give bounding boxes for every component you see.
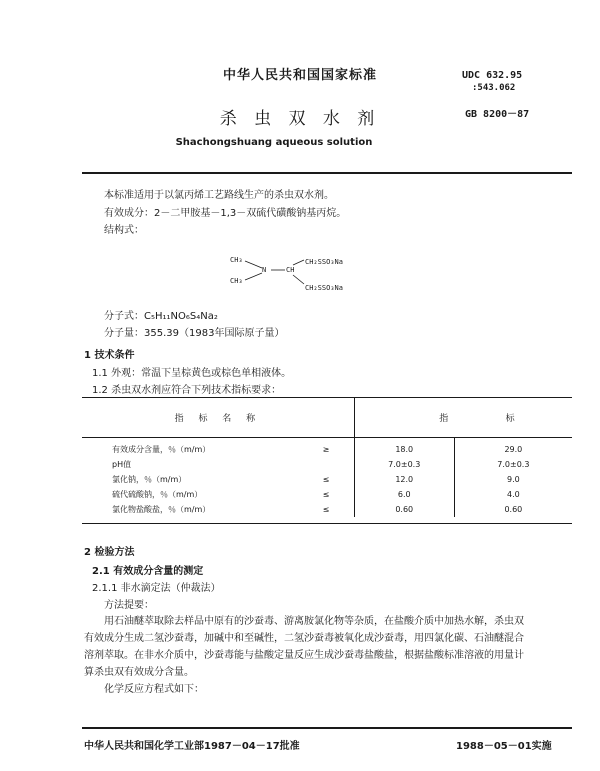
table-row bbox=[82, 457, 572, 472]
gb-number: GB 8200－87 bbox=[465, 109, 530, 120]
footer-divider bbox=[82, 727, 572, 729]
section-1-2: 1.2 杀虫双水剂应符合下列技术指标要求： bbox=[92, 385, 282, 396]
row-value-2: 29.0 bbox=[454, 438, 572, 458]
approval-date: 中华人民共和国化学工业部1987－04－17批准 bbox=[84, 741, 300, 752]
row-value-1: 6.0 bbox=[354, 487, 454, 502]
thiosulfonate-group-bottom: CH₂SSO₃Na bbox=[305, 284, 343, 292]
row-value-2: 7.0±0.3 bbox=[454, 457, 572, 472]
section-2-heading: 2 检验方法 bbox=[84, 547, 135, 558]
method-paragraph-line: 有效成分生成二氢沙蚕毒，加碱中和至碱性，二氢沙蚕毒被氧化成沙蚕毒，用四氯化碳、石油醚混合 bbox=[84, 633, 524, 644]
bond-lines bbox=[225, 252, 320, 297]
active-ingredient-text: 有效成分：2－二甲胺基－1,3－双硫代磺酸钠基丙烷。 bbox=[104, 208, 347, 219]
method-paragraph-line: 用石油醚萃取除去样品中原有的沙蚕毒、游离胺氯化物等杂质，在盐酸介质中加热水解，杀虫双 bbox=[104, 616, 524, 627]
row-value-1: 0.60 bbox=[354, 502, 454, 517]
national-standard-title: 中华人民共和国国家标准 bbox=[222, 68, 377, 83]
header-index-a: 指 bbox=[354, 397, 454, 438]
methyl-top: CH₃ bbox=[230, 256, 243, 264]
scope-text: 本标准适用于以氯丙烯工艺路线生产的杀虫双水剂。 bbox=[104, 190, 334, 201]
nitrogen-atom: N bbox=[262, 266, 267, 274]
row-sign: ≥ bbox=[322, 445, 330, 454]
table-row bbox=[82, 472, 572, 487]
row-name: 硫代硫酸钠，％（m/m） bbox=[112, 490, 203, 499]
row-name: pH值 bbox=[112, 460, 132, 469]
row-value-1: 7.0±0.3 bbox=[354, 457, 454, 472]
table-row bbox=[82, 438, 572, 458]
row-name: 有效成分含量，％（m/m） bbox=[112, 445, 211, 454]
methyl-bottom: CH₃ bbox=[230, 277, 243, 285]
table-row bbox=[82, 487, 572, 502]
table-header-row bbox=[82, 397, 572, 438]
ch-group: CH bbox=[286, 266, 295, 274]
row-sign: ≤ bbox=[322, 490, 330, 499]
molecular-formula: 分子式：C₅H₁₁NO₆S₄Na₂ bbox=[104, 311, 218, 322]
row-name: 氯化物盐酸盐，％（m/m） bbox=[112, 505, 211, 514]
header-index-b: 标 bbox=[454, 397, 572, 438]
row-value-1: 18.0 bbox=[354, 438, 454, 458]
row-name: 氯化钠，％（m/m） bbox=[112, 475, 187, 484]
spec-table bbox=[82, 397, 572, 517]
thiosulfonate-group-top: CH₂SSO₃Na bbox=[305, 258, 343, 266]
section-2-1-1: 2.1.1 非水滴定法（仲裁法） bbox=[92, 583, 221, 594]
row-value-1: 12.0 bbox=[354, 472, 454, 487]
section-1-heading: 1 技术条件 bbox=[84, 350, 135, 361]
udc-code: UDC 632.95 bbox=[462, 70, 523, 81]
section-2-1: 2.1 有效成分含量的测定 bbox=[92, 566, 204, 577]
document-subtitle-english: Shachongshuang aqueous solution bbox=[175, 137, 373, 148]
method-summary-label: 方法提要： bbox=[104, 600, 154, 611]
row-sign bbox=[298, 457, 354, 472]
row-sign: ≤ bbox=[322, 475, 330, 484]
method-paragraph-line: 溶剂萃取。在非水介质中，沙蚕毒能与盐酸定量反应生成沙蚕毒盐酸盐，根据盐酸标准溶液的用量计 bbox=[84, 650, 524, 661]
udc-code-continued: :543.062 bbox=[472, 83, 516, 93]
row-value-2: 9.0 bbox=[454, 472, 572, 487]
method-paragraph-line: 算杀虫双有效成分含量。 bbox=[84, 667, 194, 678]
effective-date: 1988－05－01实施 bbox=[456, 741, 552, 752]
header-divider bbox=[82, 172, 572, 174]
row-sign: ≤ bbox=[322, 505, 330, 514]
table-bottom-rule bbox=[82, 523, 572, 524]
row-value-2: 0.60 bbox=[454, 502, 572, 517]
reaction-equation-label: 化学反应方程式如下： bbox=[104, 684, 204, 695]
document-title: 杀 虫 双 水 剂 bbox=[219, 109, 381, 129]
structure-label: 结构式： bbox=[104, 225, 144, 236]
row-value-2: 4.0 bbox=[454, 487, 572, 502]
molecular-weight: 分子量：355.39（1983年国际原子量） bbox=[104, 328, 285, 339]
header-indicator-name: 指 标 名 称 bbox=[82, 397, 354, 438]
section-1-1: 1.1 外观：常温下呈棕黄色或棕色单相液体。 bbox=[92, 368, 292, 379]
table-row bbox=[82, 502, 572, 517]
